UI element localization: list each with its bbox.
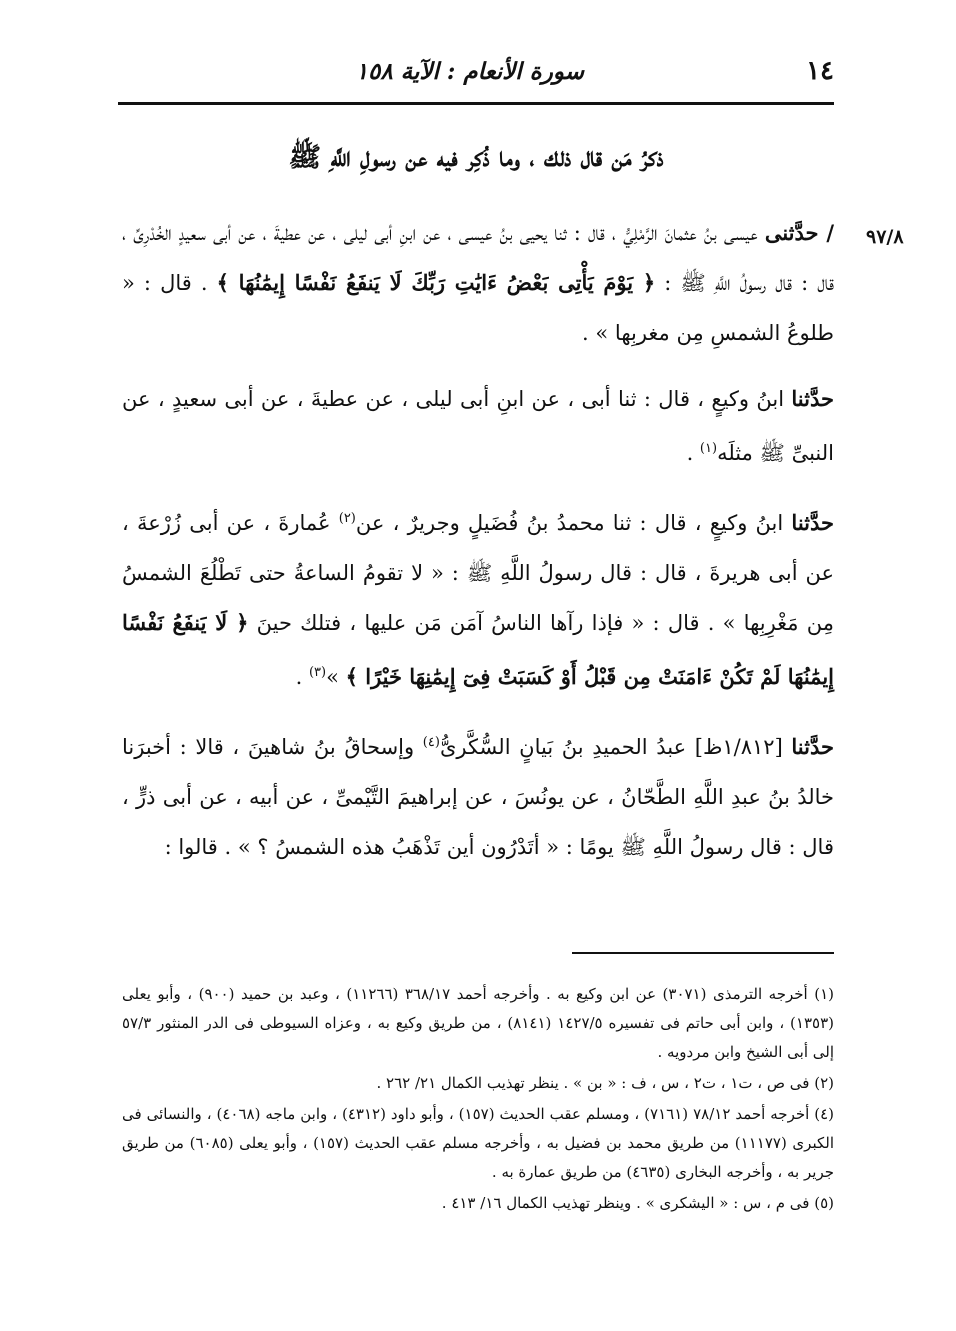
main-text (122, 208, 834, 888)
paragraph-text: . قال : « طلوعُ الشمسِ مِن مغربِها » . (122, 271, 834, 345)
running-title: سورة الأنعام : الآية ١٥٨ (355, 58, 584, 85)
footnote: (٢) فى ص ، ت١ ، ت٢ ، س ، ف : « بن » . ينظر تهذيب الكمال ٢١/ ٢٦٢ . (376, 1074, 834, 1092)
footnote-ref: (٤) (422, 735, 440, 750)
paragraph-text: . (686, 441, 700, 465)
paragraph-text: وإسحاقُ بنُ شاهينَ ، قالا : أخبرَنا خالدُ بنُ عبدِ اللَّهِ الطَّحّانُ ، عن يونُسَ ، عن إبراهيمَ التَّيْمىِّ ، عن أبيه ، عن أبى ذرٍّ ، قال : قال رسولُ اللَّهِ ﷺ يومًا : « أتَدْرُون أين تَذْهَبُ هذه الشمسُ ؟ » . قالوا : (122, 735, 834, 859)
paragraph-text: ابنُ وكيعٍ ، قال : ثنا أبى ، عن ابنِ أبى ليلى ، عن عطيةَ ، عن أبى سعيدٍ ، عن النبىِّ ﷺ مثلَه (122, 387, 834, 465)
paragraph-text: عُمارةَ ، عن أبى زُرْعةَ ، عن أبى هريرةَ ، قال : قال رسولُ اللَّهِ ﷺ : « لا تقومُ الساعةُ حتى تَطْلُعَ الشمسُ مِن مَغْرِبِها » . قال : « فإذا رآها الناسُ آمَن مَن عليها ، فتلك حينَ (122, 511, 834, 635)
footnote-ref: (٣) (308, 665, 327, 680)
paragraph-lead: حدَّثنا (791, 386, 834, 411)
quran-verse: ﴿ يَوْمَ يَأْتِى بَعْضُ ءَايَٰتِ رَبِّكَ لَا يَنفَعُ نَفْسًا إِيمَٰنُهَا ﴾ (216, 270, 656, 295)
paragraph (122, 718, 834, 872)
section-heading: ذكرُ مَن قال ذلك ، وما ذُكِر فيه عن رسولِ اللَّهِ ﷺ (288, 142, 664, 173)
quran-verse: ﴿ لَا يَنفَعُ نَفْسًا إِيمَٰنُهَا لَمْ تَكُنْ ءَامَنَتْ مِن قَبْلُ أَوْ كَسَبَتْ فِىٓ إِيمَٰنِهَا خَيْرًا ﴾ (122, 610, 834, 689)
paragraph-text: » (326, 665, 346, 689)
paragraph-text: ابنُ وكيعٍ ، قال : ثنا محمدُ بنُ فُضَيلٍ وجريرٌ ، عن (355, 511, 792, 535)
footnote-ref: (٢) (338, 511, 356, 526)
paragraph-lead: / حدَّثنى (764, 220, 834, 245)
paragraph-lead: حدَّثنا (791, 510, 835, 535)
footnote-rule (572, 952, 834, 954)
footnotes (122, 980, 834, 1220)
footnote: (١) أخرجه الترمذى (٣٠٧١) عن ابن وكيع به . وأخرجه أحمد ٣٦٨/١٧ (١١٢٦٦) ، وعبد بن حميد (٩٠٠) ، وأبو يعلى (١٣٥٣) ، وابن أبى حاتم فى تفسيره ١٤٢٧/٥ (٨١٤١) ، من طريق وكيع به ، وعزاه السيوطى فى الدر المنثور ٥٧/٣ إلى أبى الشيخ وابن مردويه . (122, 985, 835, 1061)
paragraph-lead: حدَّثنا (791, 734, 834, 759)
page-number: ١٤ (806, 56, 834, 86)
footnote: (٥) فى م ، س : « اليشكرى » . وينظر تهذيب الكمال ١٦/ ٤١٣ . (441, 1194, 834, 1212)
running-header (118, 52, 834, 98)
paragraph (122, 208, 834, 358)
margin-reference: ٩٧/٨ (866, 226, 904, 248)
footnote: (٤) أخرجه أحمد ٧٨/١٢ (٧١٦١) ، ومسلم عقب الحديث (١٥٧) ، وأبو داود (٤٣١٢) ، وابن ماجه (٤٠٦٨) ، والنسائى فى الكبرى (١١١٧٧) من طريق محمد بن فضيل به ، وأخرجه مسلم عقب الحديث (١٥٧) ، وأبو يعلى (٦٠٨٥) من طريق جرير به ، وأخرجه البخارى (٤٦٣٥) من طريق عمارة به . (122, 1105, 835, 1181)
paragraph-text: . (295, 665, 309, 689)
footnote-ref: (١) (699, 441, 718, 456)
paragraph (122, 374, 834, 478)
paragraph-text: [١/٨١٢ظ] عبدُ الحميدِ بنُ بَيانٍ السُّكَّرىُّ (439, 735, 792, 759)
paragraph-text: عيسى بنُ عثمانَ الرَّمْلِيُّ ، قال : ثنا يحيى بنُ عيسى ، عن ابنِ أبى ليلى ، عن عطيةَ ، عن أبى سعيدٍ الخُدْرِىِّ ، قال : قال رسولُ اللَّهِ ﷺ : (122, 221, 834, 295)
paragraph (122, 494, 834, 702)
header-rule (118, 102, 834, 105)
